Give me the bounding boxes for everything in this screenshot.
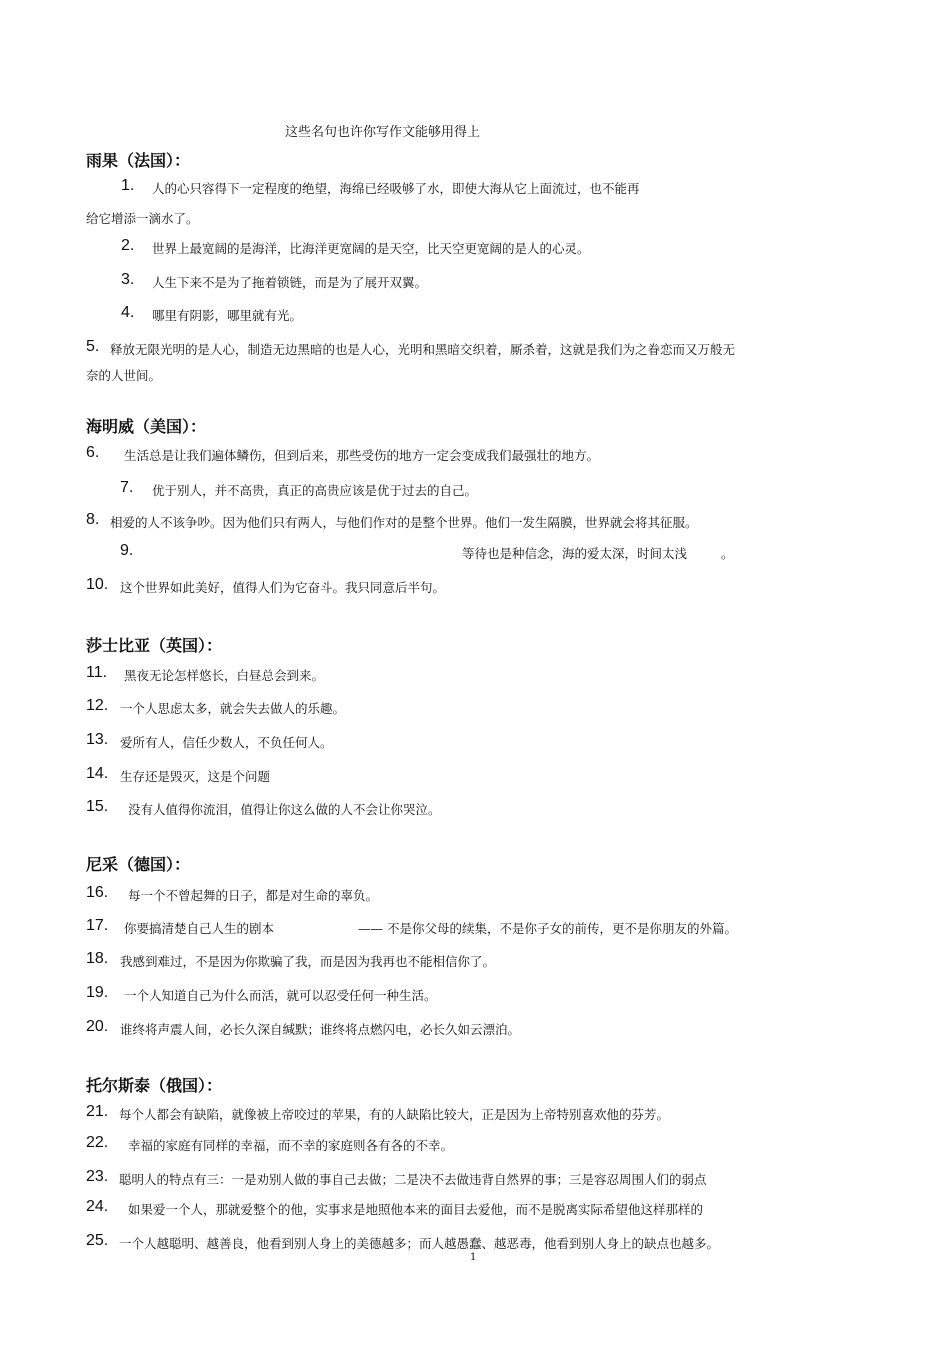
quote-text: 一个人思虑太多，就会失去做人的乐趣。 [120, 701, 346, 716]
quote-text: 如果爱一个人，那就爱整个的他，实事求是地照他本来的面目去爱他，而不是脱离实际希望他这样那样的 [128, 1202, 704, 1217]
quote-number: 20. [86, 1018, 109, 1035]
quote-number: 8. [86, 511, 100, 528]
quote-text: 你要搞清楚自己人生的剧本 [124, 921, 275, 936]
quote-number: 6. [86, 444, 100, 461]
quote-text-tail: 。 [721, 546, 734, 561]
quote-text: 爱所有人，信任少数人，不负任何人。 [120, 735, 333, 750]
quote-text-continued: 给它增添一滴水了。 [86, 211, 199, 226]
quote-text: 聪明人的特点有三：一是劝别人做的事自己去做；二是决不去做违背自然界的事；三是容忍周围人们的弱点 [119, 1172, 707, 1187]
page-number: 1 [470, 1252, 477, 1263]
quote-number: 22. [86, 1134, 109, 1151]
quote-number: 16. [86, 884, 109, 901]
quote-text: 这个世界如此美好，值得人们为它奋斗。我只同意后半句。 [120, 580, 446, 595]
quote-number: 4. [121, 304, 135, 321]
quote-text: 幸福的家庭有同样的幸福，而不幸的家庭则各有各的不幸。 [128, 1138, 454, 1153]
quote-number: 18. [86, 950, 109, 967]
quote-number: 11. [86, 664, 108, 681]
quote-text: 等待也是种信念，海的爱太深，时间太浅 [462, 546, 688, 561]
quote-text: 生活总是让我们遍体鳞伤，但到后来，那些受伤的地方一定会变成我们最强壮的地方。 [124, 448, 600, 463]
quote-text: 世界上最宽阔的是海洋，比海洋更宽阔的是天空，比天空更宽阔的是人的心灵。 [152, 241, 590, 256]
quote-number: 9. [120, 542, 134, 559]
quote-number: 1. [121, 177, 135, 194]
quote-number: 7. [120, 479, 134, 496]
quote-number: 15. [86, 798, 109, 815]
quote-number: 23. [86, 1168, 109, 1185]
quote-text: 人生下来不是为了拖着锁链，而是为了展开双翼。 [152, 275, 428, 290]
quote-text: 优于别人，并不高贵，真正的高贵应该是优于过去的自己。 [152, 483, 478, 498]
quote-text: 释放无限光明的是人心，制造无边黑暗的也是人心，光明和黑暗交织着，厮杀着，这就是我们为之眷恋而又万般无 [110, 342, 736, 357]
page-title: 这些名句也许你写作文能够用得上 [285, 125, 481, 140]
quote-number: 5. [86, 338, 100, 355]
quote-number: 17. [86, 917, 109, 934]
quote-text: 每一个不曾起舞的日子，都是对生命的辜负。 [128, 888, 379, 903]
section-heading: 托尔斯泰（俄国）： [86, 1076, 223, 1095]
quote-text: 每个人都会有缺陷，就像被上帝咬过的苹果，有的人缺陷比较大，正是因为上帝特别喜欢他的芬芳。 [119, 1107, 670, 1122]
quote-number: 24. [86, 1198, 109, 1215]
quote-number: 3. [121, 271, 135, 288]
quote-text: 一个人知道自己为什么而活，就可以忍受任何一种生活。 [124, 988, 437, 1003]
quote-text: 相爱的人不该争吵。因为他们只有两人，与他们作对的是整个世界。他们一发生隔膜，世界就会将其征服。 [110, 515, 698, 530]
quote-number: 13. [86, 731, 109, 748]
section-heading: 尼采（德国）： [86, 855, 191, 874]
quote-text: 一个人越聪明、越善良，他看到别人身上的美德越多；而人越愚蠢、越恶毒，他看到别人身上的缺点也越多。 [119, 1236, 720, 1251]
quote-text-continued: 奈的人世间。 [86, 368, 162, 383]
section-heading: 海明威（美国）： [86, 417, 207, 436]
quote-number: 14. [86, 765, 109, 782]
quote-text: 谁终将声震人间，必长久深自缄默；谁终将点燃闪电，必长久如云漂泊。 [120, 1022, 521, 1037]
quote-number: 2. [121, 237, 135, 254]
quote-number: 19. [86, 984, 109, 1001]
quote-text-tail: —— 不是你父母的续集，不是你子女的前传，更不是你朋友的外篇。 [358, 921, 737, 936]
quote-text: 我感到难过，不是因为你欺骗了我，而是因为我再也不能相信你了。 [120, 954, 496, 969]
quote-number: 10. [86, 576, 109, 593]
section-heading: 雨果（法国）： [86, 151, 191, 170]
quote-number: 12. [86, 697, 109, 714]
section-heading: 莎士比亚（英国）： [86, 636, 223, 655]
quote-text: 生存还是毁灭，这是个问题 [120, 769, 271, 784]
quote-text: 没有人值得你流泪，值得让你这么做的人不会让你哭泣。 [128, 802, 441, 817]
quote-number: 21. [86, 1103, 109, 1120]
quote-text: 哪里有阴影，哪里就有光。 [152, 308, 303, 323]
quote-text: 人的心只容得下一定程度的绝望，海绵已经吸够了水，即使大海从它上面流过，也不能再 [152, 181, 640, 196]
quote-text: 黑夜无论怎样悠长，白昼总会到来。 [124, 668, 325, 683]
quote-number: 25. [86, 1232, 109, 1249]
